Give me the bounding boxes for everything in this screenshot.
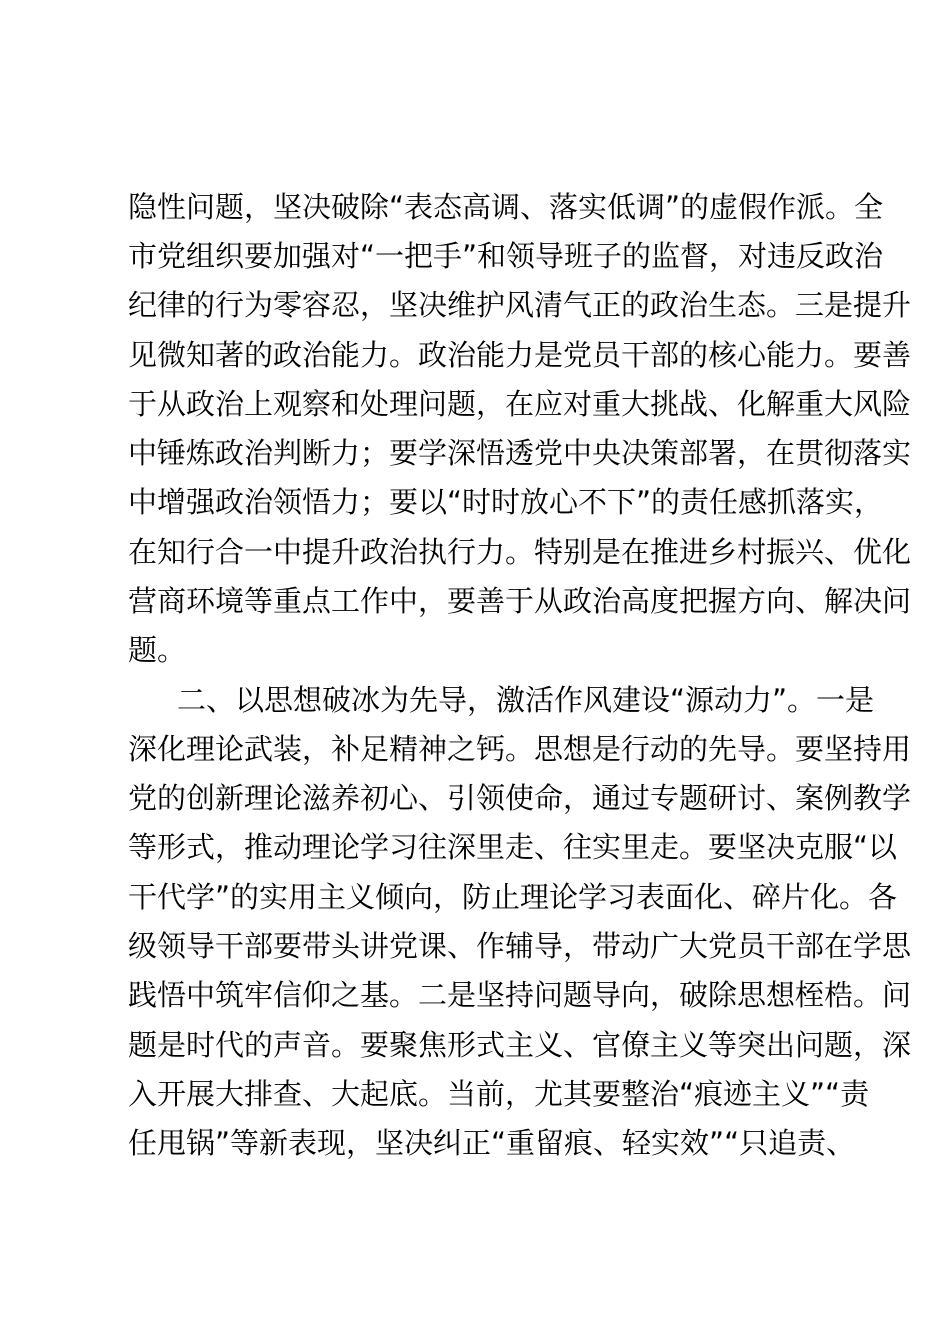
text-line: 市党组织要加强对“一把手”和领导班子的监督，对违反政治 — [128, 239, 884, 273]
text-line: 在知行合一中提升政治执行力。特别是在推进乡村振兴、优化 — [128, 535, 912, 569]
text-line: 见微知著的政治能力。政治能力是党员干部的核心能力。要善 — [128, 338, 912, 372]
text-line: 于从政治上观察和处理问题，在应对重大挑战、化解重大风险 — [128, 387, 912, 421]
text-line: 中增强政治领悟力；要以“时时放心不下”的责任感抓落实， — [128, 485, 884, 519]
text-line: 干代学”的实用主义倾向，防止理论学习表面化、碎片化。各 — [128, 880, 898, 914]
text-line: 等形式，推动理论学习往深里走、往实里走。要坚决克服“以 — [128, 830, 898, 864]
text-line: 深化理论武装，补足精神之钙。思想是行动的先导。要坚持用 — [128, 732, 912, 766]
text-line: 隐性问题，坚决破除“表态高调、落实低调”的虚假作派。全 — [128, 190, 884, 224]
text-line: 践悟中筑牢信仰之基。二是坚持问题导向，破除思想桎梏。问 — [128, 978, 912, 1012]
text-line: 党的创新理论滋养初心、引领使命，通过专题研讨、案例教学 — [128, 781, 912, 815]
text-line: 营商环境等重点工作中，要善于从政治高度把握方向、解决问 — [128, 584, 912, 618]
text-line: 题。 — [128, 633, 187, 667]
text-line: 入开展大排查、大起底。当前，尤其要整治“痕迹主义”“责 — [128, 1077, 870, 1111]
text-line: 级领导干部要带头讲党课、作辅导，带动广大党员干部在学思 — [128, 929, 912, 963]
text-line: 中锤炼政治判断力；要学深悟透党中央决策部署，在贯彻落实 — [128, 436, 912, 470]
text-line: 题是时代的声音。要聚焦形式主义、官僚主义等突出问题，深 — [128, 1028, 912, 1062]
text-line: 任甩锅”等新表现，坚决纠正“重留痕、轻实效”“只追责、 — [128, 1126, 856, 1160]
text-line: 纪律的行为零容忍，坚决维护风清气正的政治生态。三是提升 — [128, 288, 912, 322]
paragraph-heading-line: 二、以思想破冰为先导，激活作风建设“源动力”。一是 — [177, 683, 875, 717]
